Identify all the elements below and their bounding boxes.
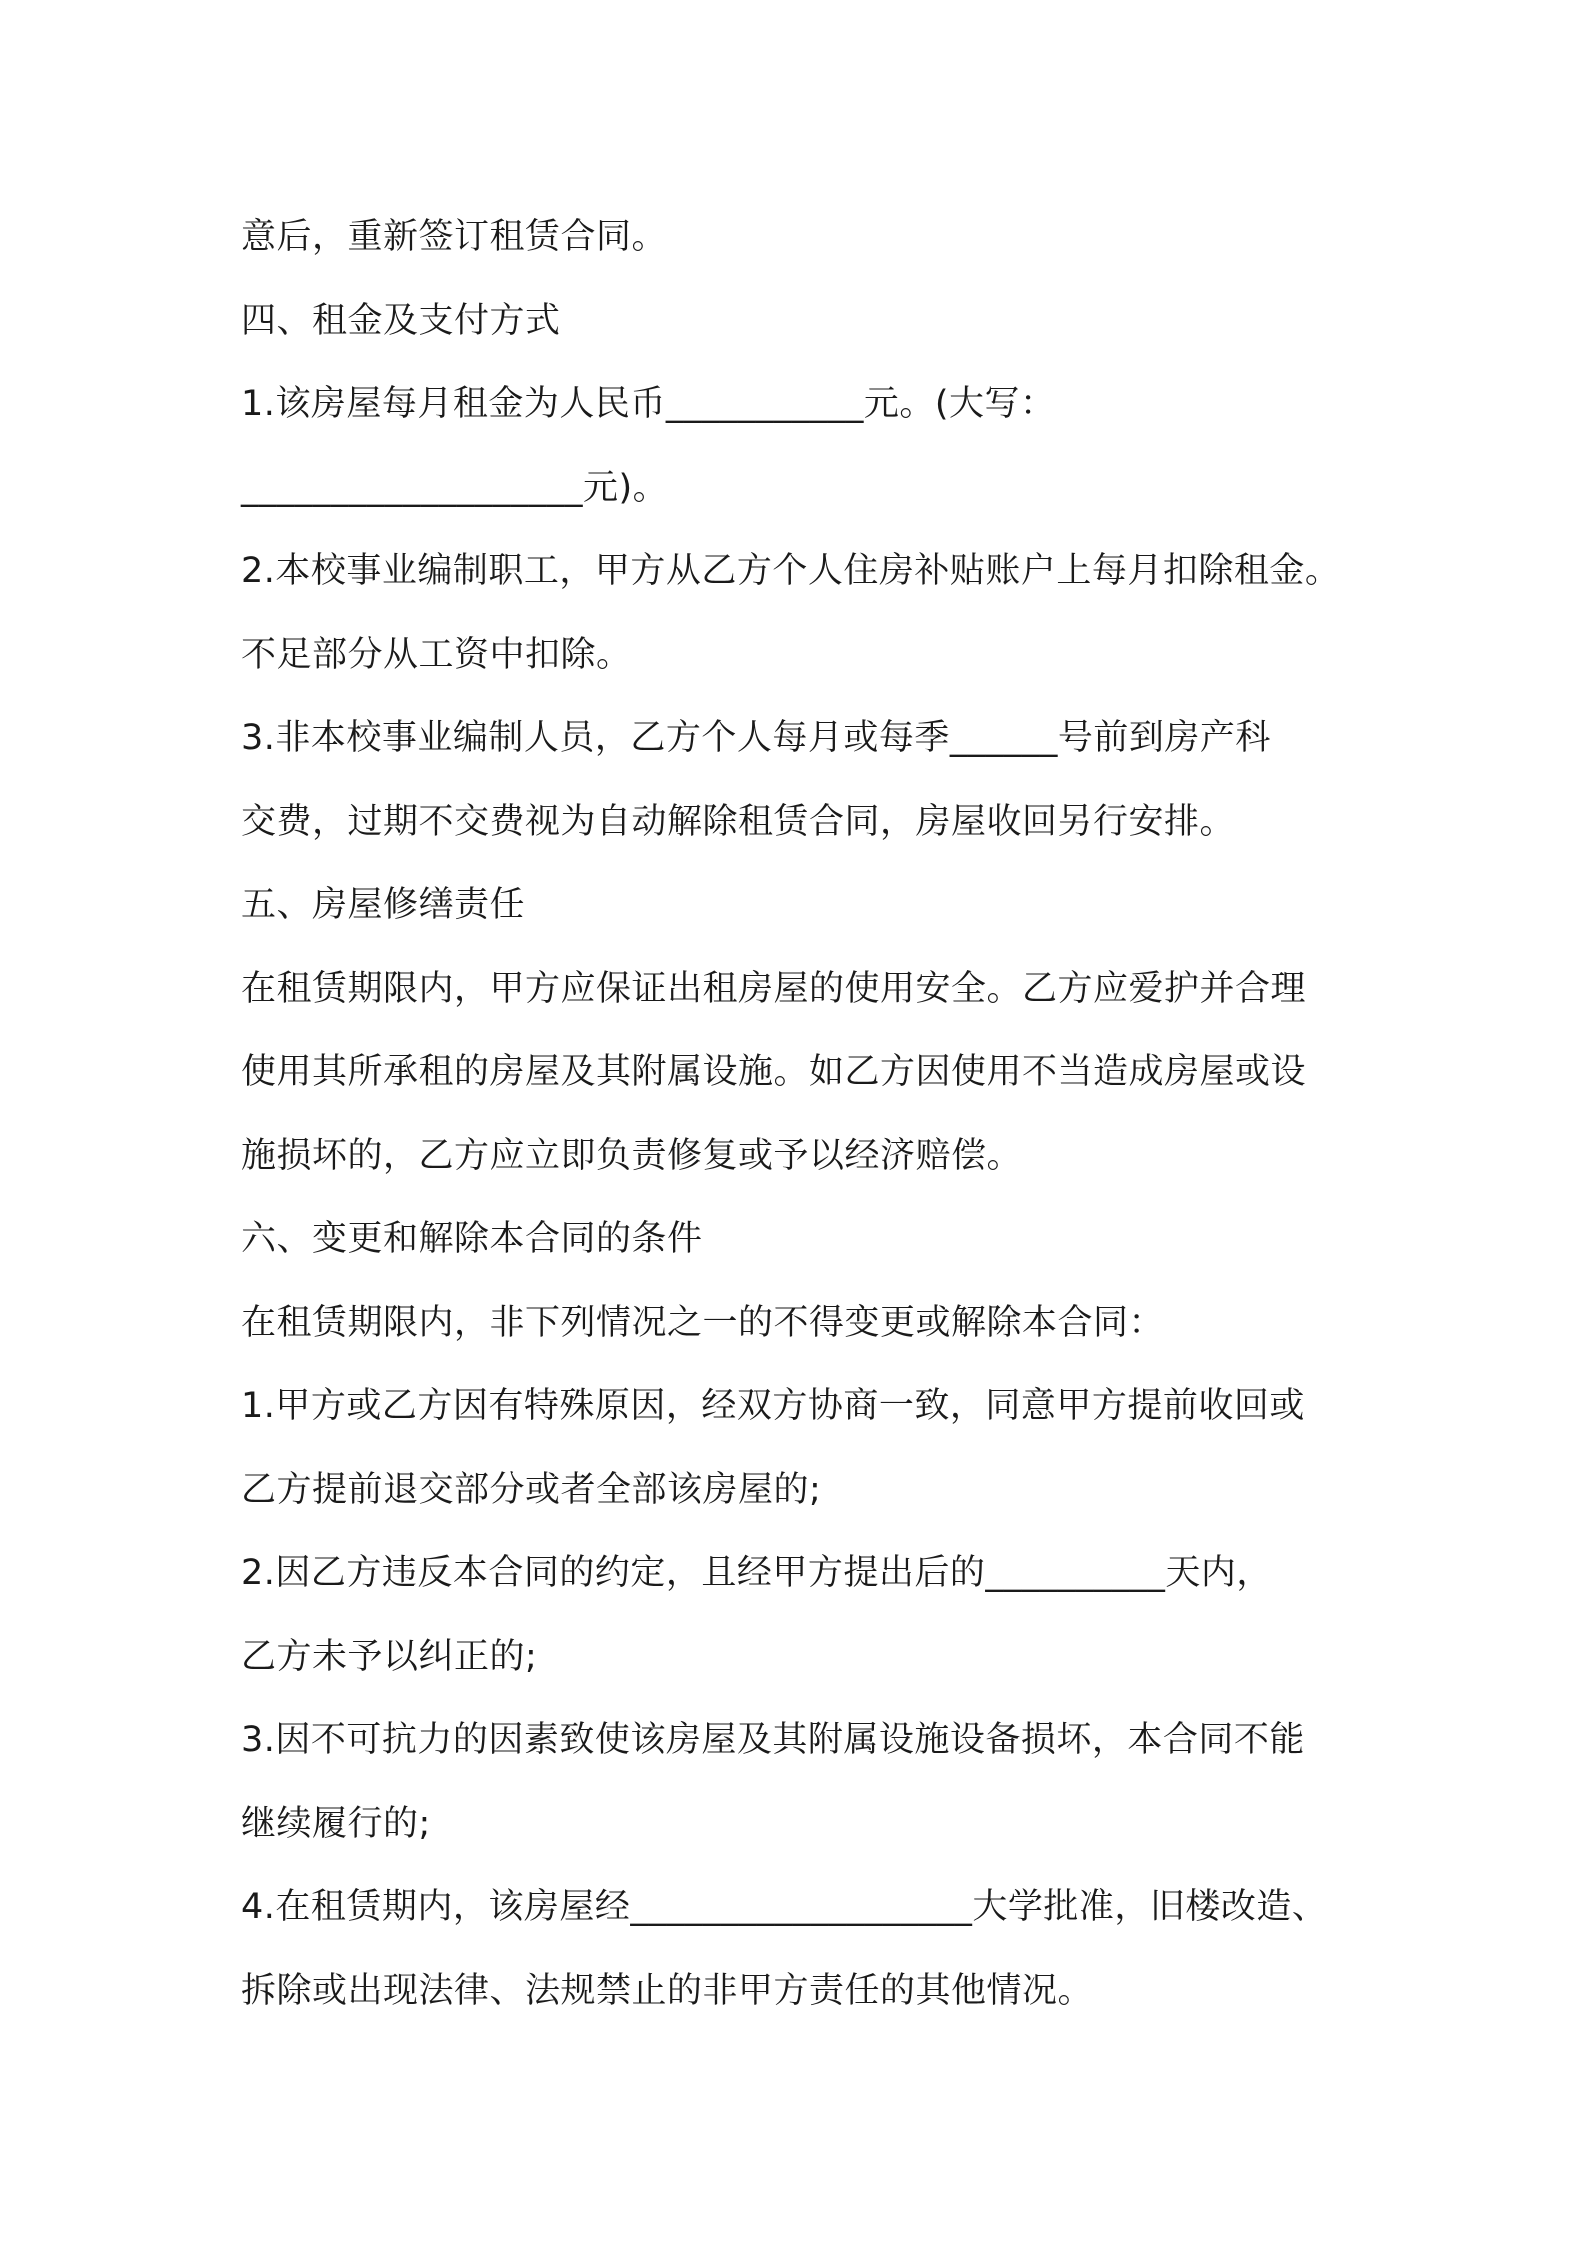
text-line: 乙方提前退交部分或者全部该房屋的;: [241, 1469, 822, 1510]
text-line: 在租赁期限内，甲方应保证出租房屋的使用安全。乙方应爱护并合理: [241, 968, 1307, 1009]
text-line: 继续履行的;: [241, 1803, 431, 1844]
text-line: 不足部分从工资中扣除。: [241, 634, 632, 675]
text-line: 乙方未予以纠正的;: [241, 1636, 538, 1677]
section-heading: 六、变更和解除本合同的条件: [241, 1219, 703, 1259]
text-line: 2.因乙方违反本合同的约定，且经甲方提出后的__________天内，: [241, 1553, 1272, 1593]
text-line: 交费，过期不交费视为自动解除租赁合同，房屋收回另行安排。: [241, 801, 1236, 842]
text-line: 1.甲方或乙方因有特殊原因，经双方协商一致，同意甲方提前收回或: [241, 1386, 1305, 1426]
text-line: 3.因不可抗力的因素致使该房屋及其附属设施设备损坏，本合同不能: [241, 1720, 1305, 1760]
text-line: 1.该房屋每月租金为人民币___________元。(大写：: [241, 384, 1056, 424]
text-line: 4.在租赁期内，该房屋经___________________大学批准，旧楼改造、: [241, 1887, 1328, 1927]
text-line: 2.本校事业编制职工，甲方从乙方个人住房补贴账户上每月扣除租金。: [241, 551, 1341, 591]
section-heading: 四、租金及支付方式: [241, 300, 561, 341]
text-line: 拆除或出现法律、法规禁止的非甲方责任的其他情况。: [241, 1970, 1094, 2011]
text-line: 意后，重新签订租赁合同。: [241, 217, 668, 257]
text-line: 在租赁期限内，非下列情况之一的不得变更或解除本合同：: [241, 1302, 1165, 1343]
section-heading: 五、房屋修缮责任: [241, 885, 526, 925]
text-line: ___________________元)。: [241, 467, 669, 508]
text-line: 3.非本校事业编制人员，乙方个人每月或每季______号前到房产科: [241, 718, 1271, 758]
document-body: [241, 196, 1371, 2033]
text-line: 施损坏的，乙方应立即负责修复或予以经济赔偿。: [241, 1135, 1023, 1176]
text-line: 使用其所承租的房屋及其附属设施。如乙方因使用不当造成房屋或设: [241, 1052, 1307, 1092]
